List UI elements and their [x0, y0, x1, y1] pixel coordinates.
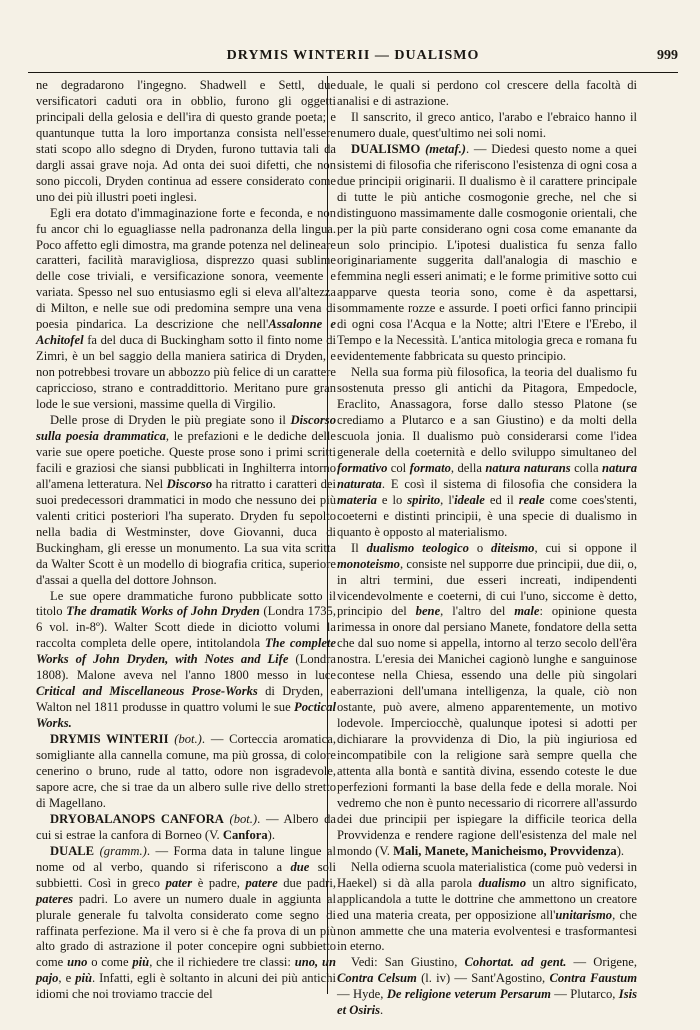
text-run: più — [132, 955, 150, 970]
text-run: . — Diedesi questo nome a quei sistemi di filosofia che riferiscono l'esistenza di ogni cosa a due principii originarii. Il dualismo è il carattere principale di tutte le più antiche cosmogonie greche, nel che si distinguono massimamente dalle cosmogonie orientali, che per la più parte considerano ogni cosa come emanante da un solo principio. L'ipotesi dualistica fu senza fallo originariamente suggerita dall'analogia di maschio e femmina negli esseri animati; e le forme primitive sotto cui apparve questa teoria sono, come è da aspettarsi, sommamente rozze e assurde. I poeti orfici fanno principii di ogni cosa l'Acqua e la Notte; altri l'Etere e l'Erebo, il Tempo e la Necessità. L'antica mitologia greca e romana fu evidentemente fabbricata su questo principio. — [337, 141, 637, 364]
page-number: 999 — [657, 48, 678, 63]
text-run: The dramatik Works of John Dryden — [66, 604, 260, 619]
text-run: (gramm.) — [99, 843, 147, 858]
text-run: dualismo teologico — [366, 540, 469, 555]
text-run: Il sanscrito, il greco antico, l'arabo e l'ebraico hanno il numero duale, quest'ultimo nei soli nomi. — [337, 109, 637, 140]
text-run: (l. iv) — Sant'Agostino, — [416, 971, 550, 986]
text-run: , le prefazioni e le dediche delle varie sue opere poetiche. Queste prose sono i primi scritti facili e graziosi che siansi pubblicati in Inghilterra intorno all'amena letteratura. Nel — [36, 428, 337, 491]
text-run: , che non ammette che una materia evolventesi e trasformantesi in eterno. — [337, 907, 637, 954]
running-title: DRYMIS WINTERII — DUALISMO — [226, 48, 480, 63]
text-run: fa del duca di Buckingham sotto il finto nome di Zimri, è un bel saggio della maniera satirica di Dryden, e non potrebbesi trovare un abbozzo più felice di un carattere capriccioso, strano e contraddittorio. Meritano pure gran lode le sue versioni, massime quella di Virgilio. — [36, 333, 336, 412]
text-run: due — [290, 859, 310, 874]
text-run: , che il richiedere tre classi: — [149, 955, 295, 970]
text-run: Assalonne e Achitofel — [36, 317, 336, 348]
text-run: — Plutarco, — [550, 987, 619, 1002]
text-run: Discorso — [166, 476, 213, 491]
text-run: : opinione questa rimessa in onore dal persiano Manete, fondatore della setta che dal suo nome si appella, intorno al terzo secolo dell'êra nostra. L'eresia dei Manichei cagionò lunghe e sanguinose contese nella Chiesa, essendo una delle più singolari aberrazioni dell'umana intelligenza, la quale, ciò non ostante, può avere, almeno apparentemente, un motivo lodevole. Imperciocchè, qualunque ipotesi si adotti per dichiarare la provvidenza di Dio, la più ingiuriosa ed incompatibile con la religione sarà sempre quella che attenta alla bontà e santità divina, essendo coteste le due perfezioni formanti la base della fede e della morale. Noi vedremo che non è punto necessario di ricorrere all'assurdo dei due principii per ispiegare la difficile teorica della Provvidenza e rendere ragione dell'esistenza del male nel mondo (V. — [337, 604, 638, 858]
text-run: , l'altro del — [440, 604, 515, 619]
text-run: uno — [67, 955, 88, 970]
text-run: unitarismo — [555, 907, 613, 922]
text-run: Nella odierna scuola materialistica (come può vedersi in Haekel) si dà alla parola — [337, 859, 637, 890]
text-run: un altro significato, applicandola a tutte le dottrine che ammettono un creatore ed una materia creata, per opposizione all' — [337, 875, 637, 922]
text-run: . — Corteccia aromatica, somigliante alla cannella comune, ma più grossa, di colore cenerino o bruno, rude al tatto, odore non isgradevole, sapore acre, che si trae da un albero sulle rive dello stretto di Magellano. — [36, 732, 336, 810]
text-run: materia — [337, 492, 377, 507]
cross-references: Mali, Manete, Manicheismo, Provvidenza — [393, 843, 617, 858]
entry-drymis-winterii — [36, 732, 336, 812]
text-run: dualismo — [478, 875, 527, 890]
text-run: , l' — [440, 492, 455, 507]
entry-dualismo — [337, 142, 637, 365]
paragraph — [337, 365, 637, 540]
text-run: Canfora — [222, 827, 268, 842]
bibliography — [337, 955, 637, 1019]
text-run: è padre, — [192, 875, 246, 890]
text-run: ha ritratto i caratteri dei suoi predecessori drammatici in modo che nessuno dei più valenti critici posteriori l'ha superato. Dryden fu sepolto nella badia di Westminster, dove Giovanni, duca di Buckingham, gli eresse un monumento. La sua vita scritta da Walter Scott è un modello di biografia critica, superiore d'assai a quella del dottore Johnson. — [36, 476, 336, 587]
right-column — [337, 78, 637, 1019]
text-run: natura naturans — [485, 460, 571, 475]
text-run: monoteismo — [337, 556, 400, 571]
text-run: Poctical Works. — [36, 700, 336, 731]
text-run: più — [75, 971, 92, 986]
text-run: Delle prose di Dryden le più pregiate sono il — [50, 413, 291, 428]
entry-headword: DRYOBALANOPS CANFORA — [50, 811, 224, 826]
text-run: pateres — [36, 891, 74, 906]
paragraph — [337, 110, 637, 142]
paragraph — [337, 860, 637, 956]
text-run: Contra Celsum — [337, 971, 417, 986]
text-run: — Origene, — [566, 955, 638, 970]
paragraph — [36, 589, 336, 733]
text-run: colla — [570, 460, 602, 475]
text-run: come coes'stenti, coeterni e distinti principii, è una specie di dualismo in quanto è opposto al materialismo. — [337, 492, 637, 539]
entry-duale — [36, 844, 336, 1004]
text-run: Isis et Osiris — [337, 987, 637, 1018]
page-header — [28, 48, 678, 70]
text-run: formativo — [337, 460, 388, 475]
text-run: spirito — [407, 492, 441, 507]
text-run: e lo — [376, 492, 408, 507]
paragraph — [36, 78, 336, 206]
text-run: — Hyde, — [337, 987, 387, 1002]
entry-headword: DUALISMO — [351, 141, 421, 156]
text-run: pater — [165, 875, 193, 890]
text-run: De religione veterum Persarum — [386, 987, 551, 1002]
text-run: The complete Works of John Dryden, with Notes and Life — [36, 636, 337, 667]
text-run: Vedi: San Giustino, — [351, 955, 465, 970]
text-run: col — [387, 460, 410, 475]
text-run: padri. Lo avere un numero duale in aggiunta al plurale generale fu talvolta considerato come segno di raffinata perfezione. Ma il vero si è che fa prova di un più alto grado di astrazione il poter concepire ogni subbietto come — [36, 891, 336, 970]
paragraph — [36, 206, 336, 413]
text-run: , consiste nel supporre due principii, due dii, o, in altri termini, due esseri increati, indipendenti vicendevolmente e coeterni, di cui l'uno, siccome è detto, principio del — [337, 556, 637, 619]
text-run: Cohortat. ad gent. — [464, 955, 567, 970]
text-run: Il — [351, 540, 367, 555]
text-run: uno, un pajo — [36, 955, 336, 986]
text-run: ideale — [454, 492, 485, 507]
text-run: Le sue opere drammatiche furono pubblicate sotto il titolo — [36, 588, 336, 619]
text-run: ed il — [484, 492, 519, 507]
text-run: Discorso sulla poesia drammatica — [36, 413, 336, 443]
text-run: reale — [518, 492, 545, 507]
header-rule — [28, 72, 678, 73]
text-run: Nella sua forma più filosofica, la teoria del dualismo fu sostenuta presso gli antichi da Pitagora, Empedocle, Eraclito, Anassagora, forse dallo stesso Platone (se crediamo a Plutarco e a san Giustino) e da molti della scuola jonia. Il dualismo può considerarsi come l'idea generale della coeternità e dello sviluppo simultaneo del — [337, 365, 637, 459]
text-run: bene — [415, 604, 441, 619]
text-run: , della — [450, 460, 486, 475]
left-column — [36, 78, 336, 1003]
text-run: Contra Faustum — [549, 971, 637, 986]
text-run: ). — [267, 827, 275, 842]
entry-dryobalanops — [36, 812, 336, 844]
text-run: (Londra 1808). Malone aveva nel l'anno 1800 messo in luce — [36, 652, 336, 683]
text-run: due padri, — [277, 875, 336, 890]
text-run: diteismo — [491, 540, 535, 555]
text-run: . Infatti, egli è soltanto in alcuni dei più antichi idiomi che noi troviamo traccie del — [36, 971, 336, 1002]
text-run: . — Forma data in talune lingue al nome od al verbo, quando si riferiscono a — [36, 843, 336, 874]
text-run: formato — [409, 460, 451, 475]
text-run: (metaf.) — [425, 141, 466, 156]
text-run: , e — [58, 971, 76, 986]
text-run: ). — [616, 843, 625, 858]
text-run: patere — [245, 875, 278, 890]
entry-headword: DUALE — [50, 843, 95, 858]
text-run: , cui si oppone il — [534, 540, 638, 555]
text-run: o — [468, 540, 492, 555]
text-run: soli subbietti. Così in greco — [36, 859, 336, 890]
text-run: duale, le quali si perdono col crescere della facoltà di analisi e di astrazione. — [337, 78, 637, 108]
text-run: (Londra 1735, 6 vol. in-8º). Walter Scott diede in diciotto volumi la raccolta completa delle opere, intitolandola — [36, 604, 336, 651]
paragraph — [337, 541, 637, 860]
text-run: di Dryden, e Walton nel 1811 produsse in quattro volumi le sue — [36, 684, 337, 715]
text-run: ne degradarono l'ingegno. Shadwell e Settl, due versificatori caduti ora in obblio, furono gli oggetti principali della gelosia e dell'ira di questo grande poeta; e quantunque tutta la loro importanza consista nell'essere stati scopo allo sdegno di Dryden, furono tuttavia tali da dargli assai grave noja. Ad onta dei suoi difetti, che non sono piccoli, Dryden continua ad essere considerato come uno dei più illustri poeti inglesi. — [36, 78, 336, 204]
text-run: male — [514, 604, 540, 619]
paragraph — [337, 78, 637, 110]
text-run: (bot.) — [174, 732, 202, 747]
paragraph — [36, 413, 336, 588]
text-run: Critical and Miscellaneous Prose-Works — [36, 684, 258, 699]
text-run: . — [380, 1003, 384, 1018]
text-run: Egli era dotato d'immaginazione forte e feconda, e non fu ancor chi lo eguagliasse nella padronanza della lingua. Poco affetto egli dimostra, ma grande potenza nel delineare caratteri, facilità maravigliosa, disprezzo quasi sublime delle cose triviali, e versificazione sonora, veemente e variata. Spesso nel suo entusiasmo egli si eleva all'altezza di Milton, e nelle sue odi predomina sempre una vena di poesia pindarica. La descrizione che nell' — [36, 205, 336, 332]
text-run: o come — [87, 955, 133, 970]
text-run: . E così il sistema di filosofia che considera la — [381, 476, 637, 491]
text-run: . — Albero da cui si estrae la canfora di Borneo (V. — [36, 811, 336, 842]
text-run: (bot.) — [229, 811, 258, 826]
text-run: natura naturata — [337, 460, 637, 491]
entry-headword: DRYMIS WINTERII — [50, 732, 169, 747]
